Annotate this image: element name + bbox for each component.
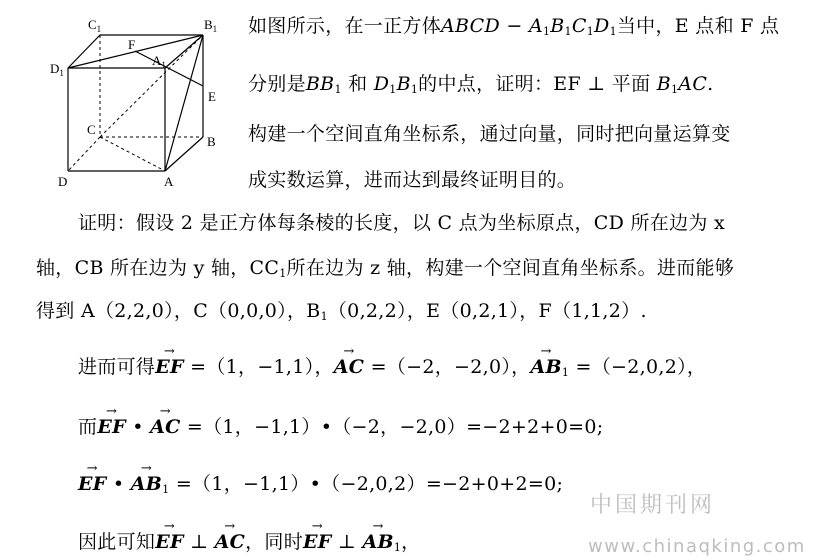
- vector-ef: → EF: [155, 530, 184, 554]
- watermark-cn: 中国期刊网: [590, 493, 716, 518]
- label-e: E: [208, 89, 216, 104]
- proof-line-8: 进而可得→ EF =（1，−1,1），→ AC =（−2，−2,0），→ $AB_1 =(-2,0,2)$，: [78, 355, 706, 379]
- watermark-url: www.chinaqking.com: [588, 536, 806, 557]
- vector-ab1: → AB: [131, 472, 162, 496]
- problem-line-4: 成实数运算，进而达到最终证明目的。: [248, 169, 577, 191]
- label-c1: $C_1$: [88, 17, 102, 34]
- problem-line-3: 构建一个空间直角坐标系，通过向量，同时把向量运算变: [248, 123, 731, 145]
- label-b: B: [207, 134, 216, 149]
- proof-line-5: 证明：假设 2 是正方体每条棱的长度，以 C 点为坐标原点，CD 所在边为 x: [78, 212, 726, 234]
- cube-diagram: [44, 10, 234, 190]
- vector-ef: → EF: [155, 355, 184, 379]
- hidden-edge-c-d: [68, 137, 100, 171]
- label-c: C: [87, 122, 96, 137]
- vector-ac: → AC: [215, 530, 245, 554]
- hidden-diagonal-c-a: [100, 137, 165, 171]
- label-d1: $D_1$: [50, 61, 64, 78]
- problem-line-1: 如图所示，在一正方体ABCD − $A_1B_1C_1D_1$当中，E 点和 F 点: [248, 15, 780, 38]
- vector-ef: → EF: [78, 472, 107, 496]
- label-d: D: [58, 174, 68, 189]
- vector-ab1: → AB: [530, 355, 561, 379]
- label-b1: $B_1$: [204, 17, 218, 34]
- segment-b1-a: [165, 35, 203, 171]
- label-a1: $A_1$: [152, 53, 166, 70]
- edge-b-a: [165, 137, 203, 171]
- label-f: F: [128, 37, 136, 52]
- proof-line-11: 因此可知→ EF ⊥ → AC，同时→ EF ⊥ → $AB_1$，: [78, 530, 420, 554]
- proof-line-10: → EF • → $AB_1 =(1$，−1,1）•（−2,0,2）=−2+0+2=0;: [78, 472, 563, 496]
- vector-ef: → EF: [303, 530, 332, 554]
- vector-ef: → EF: [97, 415, 126, 439]
- hidden-segment-c-b1: [100, 35, 203, 137]
- vector-ac: → AC: [334, 355, 364, 379]
- label-a: A: [164, 174, 174, 189]
- problem-line-2: 分别是$BB_1$ 和 $D_1B_1$的中点，证明：EF ⊥ 平面 $B_1AC$.: [248, 73, 714, 96]
- proof-line-6: 轴，CB 所在边为 y 轴，$CC_1$所在边为 z 轴，构建一个空间直角坐标系。进而能够: [36, 257, 735, 280]
- proof-line-7: 得到 A（2,2,0），C（0,0,0），$B_1(0,2,2)$，E（0,2,1），F（1,1,2）.: [36, 300, 647, 323]
- proof-line-9: 而→ EF • → AC =（1，−1,1）•（−2，−2,0）=−2+2+0=0;: [78, 415, 603, 439]
- edge-d1-c1: [68, 35, 100, 68]
- vector-ab1: → AB: [362, 530, 393, 554]
- vector-ac: → AC: [150, 415, 180, 439]
